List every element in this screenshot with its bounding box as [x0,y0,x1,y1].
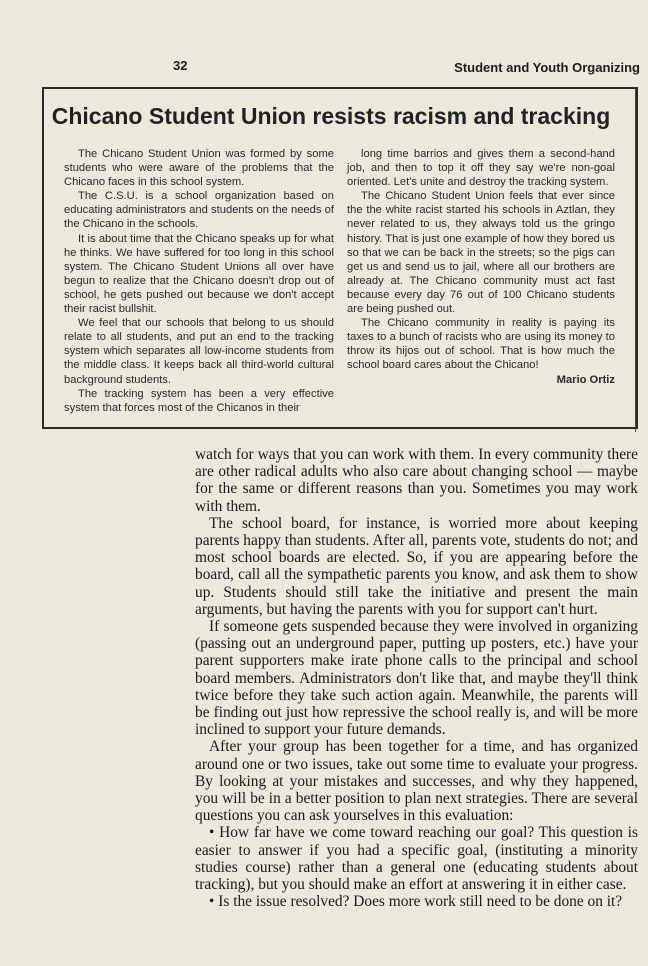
article-right-column [347,147,615,387]
body-paragraph: • How far have we come toward reaching our goal? This question is easier to answer if you had a specific goal, (instituting a minority studies course) rather than a general one (educating students about tracking), but you should make an effort at answering it in either case. [195,824,638,894]
article-byline: Mario Ortiz [556,373,615,386]
article-paragraph: It is about time that the Chicano speaks up for what he thinks. We have suffered for too long in this school system. The Chicano Student Unions all over have begun to realize that the Chicano doesn't drop out of school, he gets pushed out because we don't accept their racist bullshit. [64,232,334,316]
article-paragraph: We feel that our schools that belong to us should relate to all students, and put an end to the tracking system which separates all low-income students from the middle class. It keeps back all third-world cultural background students. [64,317,334,386]
body-paragraph: After your group has been together for a time, and has organized around one or two issues, take out some time to evaluate your progress. By looking at your mistakes and successes, and why they happened, you will be in a better position to plan next strategies. There are several questions you can ask yourselves in this evaluation: [195,738,638,825]
body-paragraph: If someone gets suspended because they were involved in organizing (passing out an underground paper, putting up posters, etc.) have your parent supporters make irate phone calls to the principal and school board members. Administrators don't like that, and maybe they'll think twice before they take such action again. Meanwhile, the parents will be finding out just how repressive the school really is, and will be more inclined to support your future demands. [195,618,638,739]
body-paragraph: • Is the issue resolved? Does more work still need to be done on it? [209,893,623,911]
sidebar-article-box [42,87,638,429]
article-paragraph: The Chicano Student Union was formed by some students who were aware of the problems that the Chicano faces in this school system. [64,148,334,189]
article-paragraph: The C.S.U. is a school organization based on educating administrators and students on the needs of the Chicano in the schools. [64,190,334,231]
article-paragraph: The tracking system has been a very effective system that forces most of the Chicanos in their [64,387,334,414]
article-paragraph: long time barrios and gives them a second-hand job, and then to top it off they say we're non-goal oriented. Let's unite and destroy the tracking system. [347,148,615,189]
body-paragraph: watch for ways that you can work with them. In every community there are other radical adults who also care about changing school — maybe for the same or different reasons than you. Sometimes you may work with them. [195,446,638,515]
article-left-column [64,147,334,415]
binding-edge [635,87,648,432]
body-paragraph: The school board, for instance, is worried more about keeping parents happy than students. After all, parents vote, students do not; and most school boards are elected. So, if you are appearing before the board, call all the sympathetic parents you know, and ask them to show up. Students should still take the initiative and present the main arguments, but having the parents with you for support can't hurt. [195,514,638,618]
article-title: Chicano Student Union resists racism and tracking [51,103,611,129]
article-paragraph: The Chicano Student Union feels that ever since the the white racist started his schools in Aztlan, they never related to us, they always told us the gringo history. That is just one example of how they bored us so that we can be back in the streets; so the pigs can get us and send us to jail, where all our brothers are already at. The Chicano community must act fast because every day 76 out of 100 Chicano students are being pushed out. [347,190,615,316]
section-title: Student and Youth Organizing [454,60,640,75]
main-body-text [195,446,638,910]
page-number: 32 [173,58,188,73]
article-paragraph: The Chicano community in reality is paying its taxes to a bunch of racists who are using its money to throw its hijos out of school. That is how much the school board cares about the Chicano! [347,317,615,372]
